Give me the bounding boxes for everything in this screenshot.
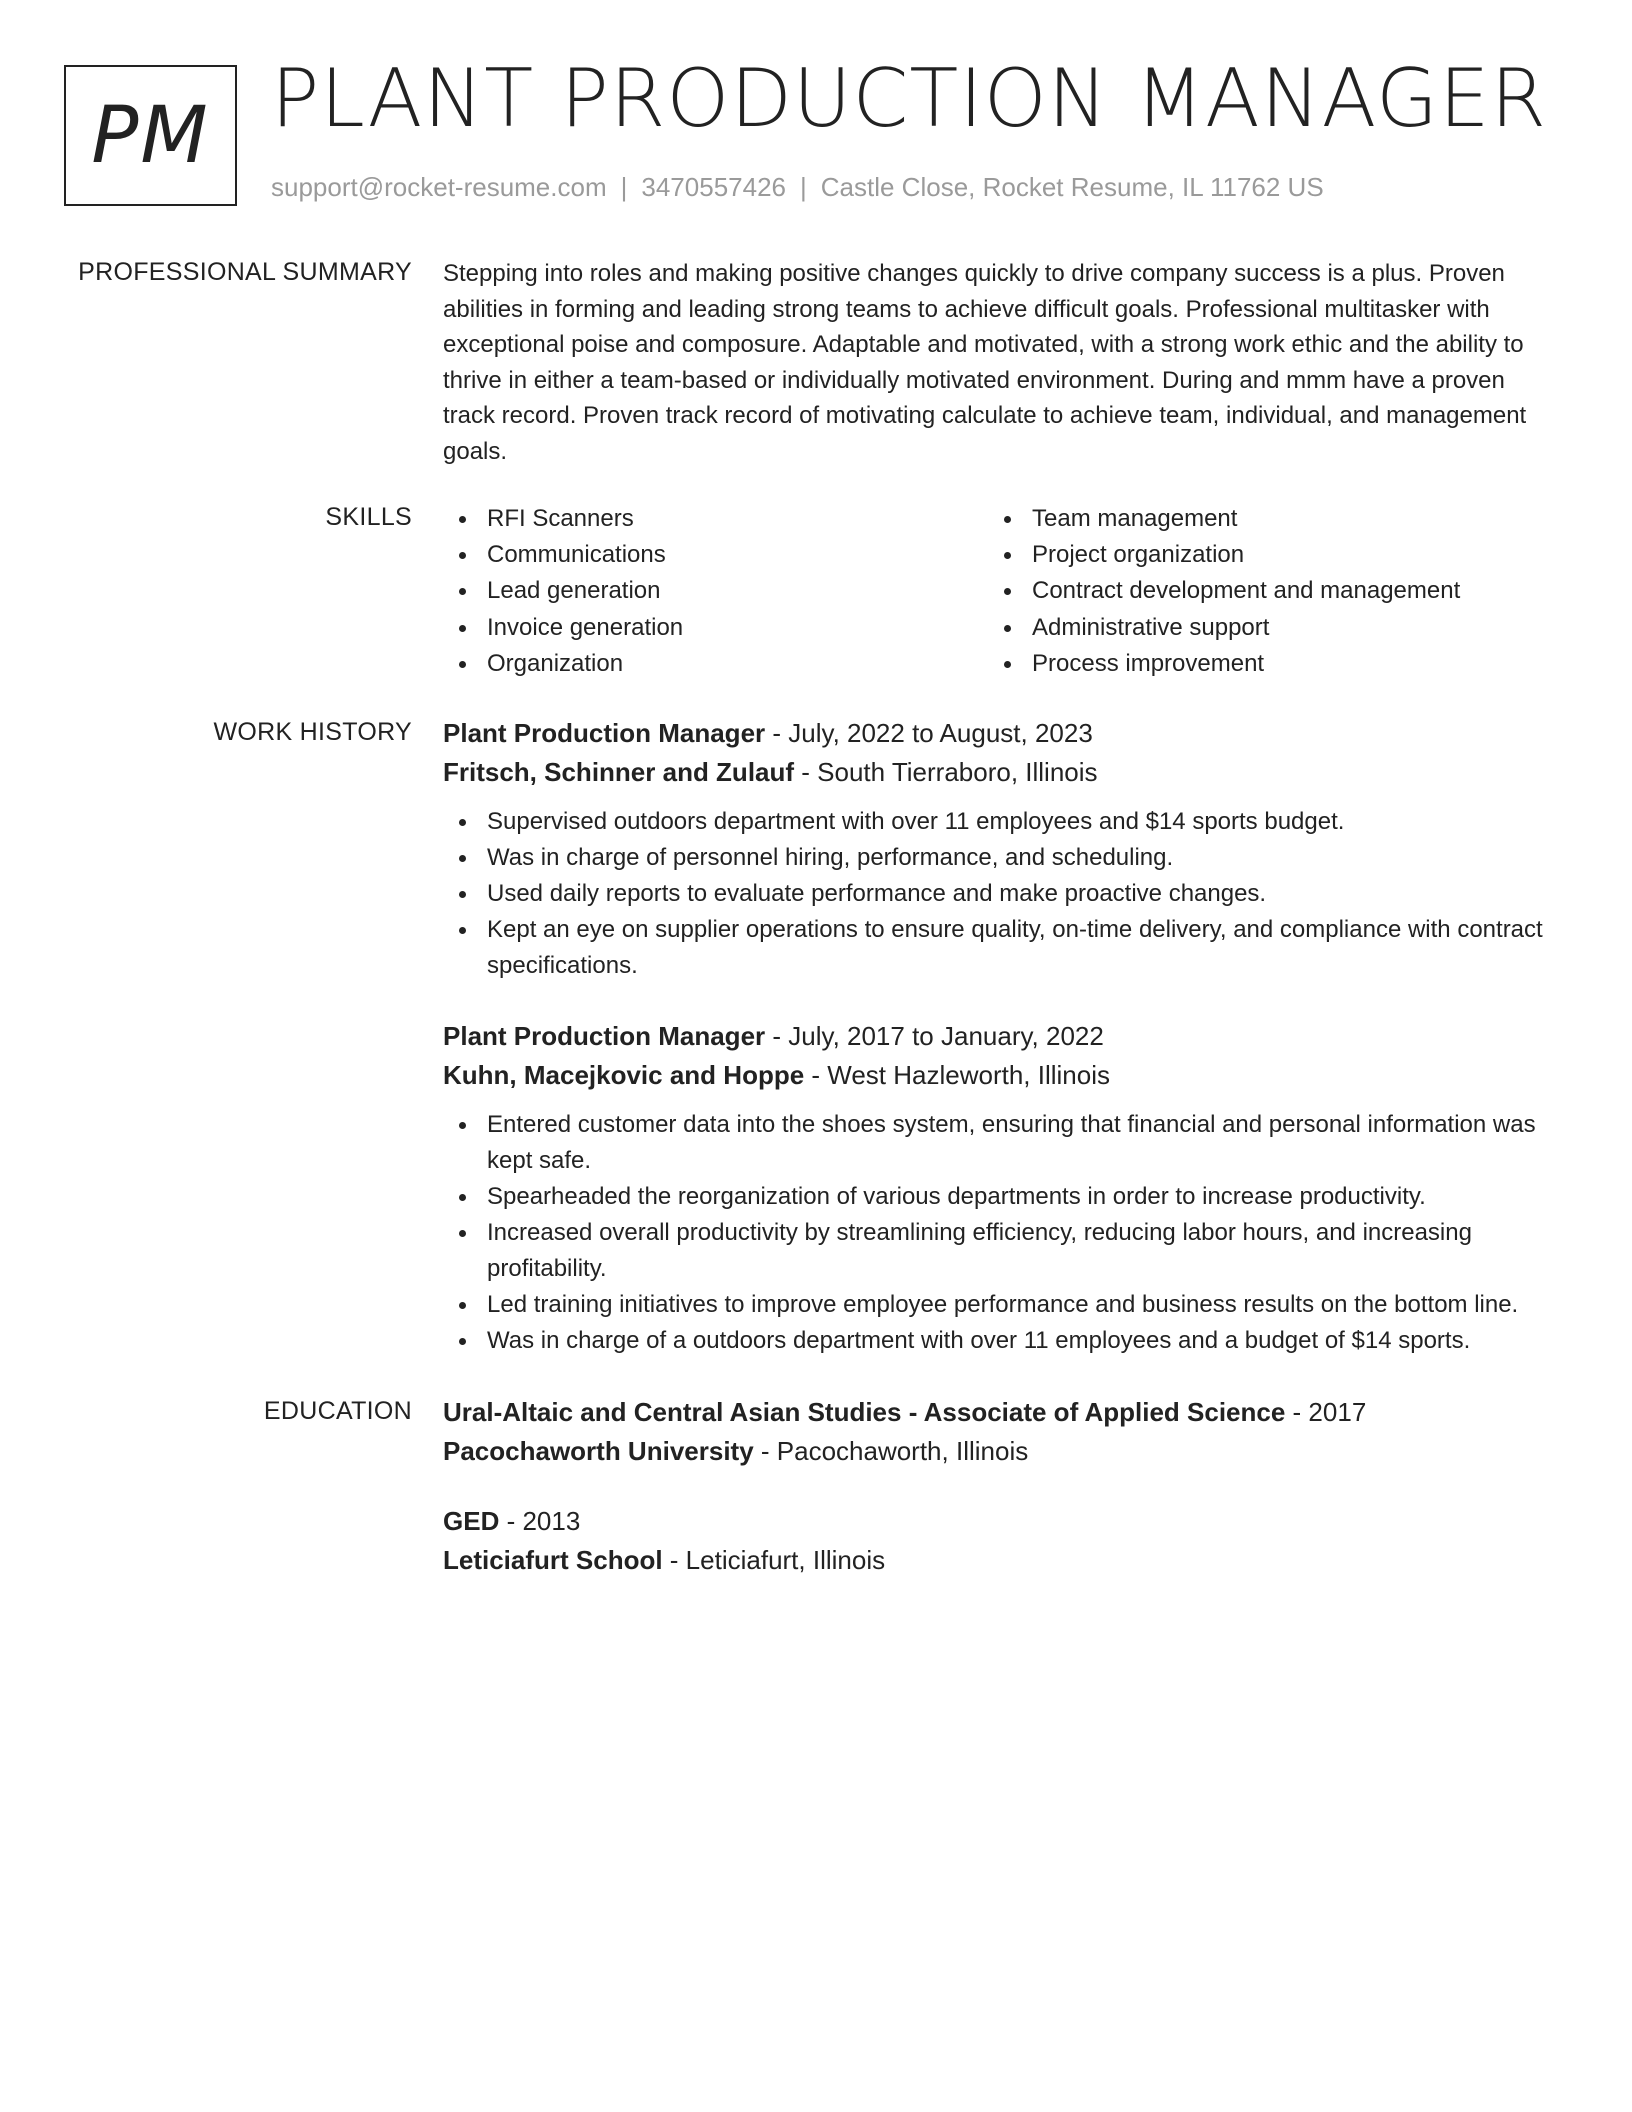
skills-list xyxy=(443,501,1555,682)
job-title-line xyxy=(443,1017,1555,1056)
contact-email: support@rocket-resume.com xyxy=(271,172,607,202)
job-location: - West Hazleworth, Illinois xyxy=(804,1060,1111,1090)
education-school: Pacochaworth University xyxy=(443,1436,754,1466)
job-company: Kuhn, Macejkovic and Hoppe xyxy=(443,1060,805,1090)
job-location: - South Tierraboro, Illinois xyxy=(794,757,1098,787)
job-title: Plant Production Manager xyxy=(443,718,766,748)
job-bullet: Entered customer data into the shoes system, ensuring that financial and personal information was kept safe. xyxy=(443,1107,1555,1179)
job-bullet: Led training initiatives to improve employee performance and business results on the bottom line. xyxy=(443,1287,1555,1323)
job-bullet: Used daily reports to evaluate performance and make proactive changes. xyxy=(443,876,1555,912)
education-degree-line xyxy=(443,1393,1555,1432)
summary-text: Stepping into roles and making positive changes quickly to drive company success is a plus. Proven abilities in forming and leading strong teams to achieve difficult goals. Professional multitasker with exceptional poise and composure. Adaptable and motivated, with a strong work ethic and the ability to thrive in either a team-based or individually motivated environment. During and mmm have a proven track record. Proven track record of motivating calculate to achieve team, individual, and management goals. xyxy=(443,260,1527,465)
education-school-line xyxy=(443,1541,1555,1580)
education-school-line xyxy=(443,1432,1555,1471)
job-bullet: Kept an eye on supplier operations to ensure quality, on-time delivery, and compliance with contract specifications. xyxy=(443,912,1555,984)
monogram-box xyxy=(64,65,237,206)
job-title: Plant Production Manager xyxy=(443,1021,766,1051)
education-school: Leticiafurt School xyxy=(443,1545,663,1575)
section-label-education: EDUCATION xyxy=(263,1397,412,1425)
education-location: - Pacochaworth, Illinois xyxy=(753,1436,1029,1466)
education-entry xyxy=(443,1502,1555,1580)
section-label-work-history: WORK HISTORY xyxy=(213,718,412,746)
job-bullet: Supervised outdoors department with over 11 employees and $14 sports budget. xyxy=(443,804,1555,840)
contact-line xyxy=(271,172,1324,203)
skill-item: Contract development and management xyxy=(988,573,1555,609)
contact-separator: | xyxy=(800,172,807,202)
job-entry xyxy=(443,1017,1555,1359)
education-degree: GED xyxy=(443,1506,500,1536)
education-degree: Ural-Altaic and Central Asian Studies - Associate of Applied Science xyxy=(443,1397,1286,1427)
skill-item: Project organization xyxy=(988,537,1555,573)
skill-item: Administrative support xyxy=(988,610,1555,646)
job-company-line xyxy=(443,1056,1555,1095)
education-year: - 2013 xyxy=(499,1506,581,1536)
skill-item: Team management xyxy=(988,501,1555,537)
contact-separator: | xyxy=(620,172,628,202)
section-label-skills: SKILLS xyxy=(325,503,412,531)
education-year: - 2017 xyxy=(1285,1397,1367,1427)
job-dates: - July, 2022 to August, 2023 xyxy=(765,718,1093,748)
job-bullets xyxy=(443,1107,1555,1359)
monogram-initials: PM xyxy=(91,90,210,181)
skill-item: Process improvement xyxy=(988,646,1555,682)
page-title: PLANT PRODUCTION MANAGER xyxy=(271,52,1548,145)
job-title-line xyxy=(443,714,1555,753)
job-bullets xyxy=(443,804,1555,984)
job-bullet: Was in charge of a outdoors department with over 11 employees and a budget of $14 sports. xyxy=(443,1323,1555,1359)
skill-item: Communications xyxy=(443,537,988,573)
section-label-summary: PROFESSIONAL SUMMARY xyxy=(78,258,412,286)
education-entry xyxy=(443,1393,1555,1471)
skills-column-right xyxy=(988,501,1555,682)
contact-address: Castle Close, Rocket Resume, IL 11762 US xyxy=(820,172,1324,202)
job-bullet: Was in charge of personnel hiring, performance, and scheduling. xyxy=(443,840,1555,876)
contact-phone: 3470557426 xyxy=(641,172,786,202)
job-bullet: Increased overall productivity by streamlining efficiency, reducing labor hours, and increasing profitability. xyxy=(443,1215,1555,1287)
skills-column-left xyxy=(443,501,988,682)
job-entry xyxy=(443,714,1555,984)
job-dates: - July, 2017 to January, 2022 xyxy=(765,1021,1104,1051)
job-company: Fritsch, Schinner and Zulauf xyxy=(443,757,795,787)
skill-item: Organization xyxy=(443,646,988,682)
job-company-line xyxy=(443,753,1555,792)
education-location: - Leticiafurt, Illinois xyxy=(662,1545,886,1575)
skill-item: Invoice generation xyxy=(443,610,988,646)
job-bullet: Spearheaded the reorganization of various departments in order to increase productivity. xyxy=(443,1179,1555,1215)
education-degree-line xyxy=(443,1502,1555,1541)
skill-item: RFI Scanners xyxy=(443,501,988,537)
skill-item: Lead generation xyxy=(443,573,988,609)
